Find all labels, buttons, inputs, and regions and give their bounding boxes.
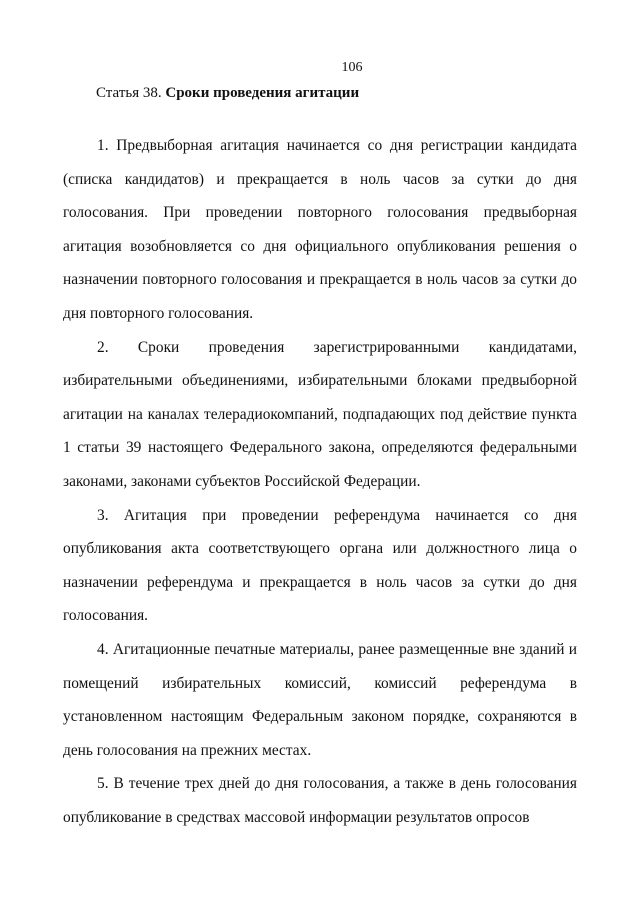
article-body [63, 129, 577, 834]
article-heading [96, 84, 359, 102]
paragraph-4: 4. Агитационные печатные материалы, ранее размещенные вне зданий и помещений избирательных комиссий, комиссий референдума в установленном настоящим Федеральным законом порядке, сохраняются в день голосования на прежних местах. [63, 640, 577, 759]
article-title: Сроки проведения агитации [165, 85, 360, 101]
article-label: Статья 38. [96, 85, 162, 101]
page-number: 106 [341, 60, 363, 75]
paragraph-5: 5. В течение трех дней до дня голосования, а также в день голосования опубликование в средствах массовой информации результатов опросов [63, 775, 577, 826]
paragraph-1: 1. Предвыборная агитация начинается со дня регистрации кандидата (списка кандидатов) и прекращается в ноль часов за сутки до дня голосования. При проведении повторного голосования предвыборная агитация возобновляется со дня официального опубликования решения о назначении повторного голосования и прекращается в ноль часов за сутки до дня повторного голосования. [63, 137, 577, 322]
paragraph-3: 3. Агитация при проведении референдума начинается со дня опубликования акта соответствующего органа или должностного лица о назначении референдума и прекращается в ноль часов за сутки до дня голосования. [63, 506, 577, 625]
paragraph-2: 2. Сроки проведения зарегистрированными кандидатами, избирательными объединениями, избирательными блоками предвыборной агитации на каналах телерадиокомпаний, подпадающих под действие пункта 1 статьи 39 настоящего Федерального закона, определяются федеральными законами, законами субъектов Российской Федерации. [63, 338, 577, 490]
